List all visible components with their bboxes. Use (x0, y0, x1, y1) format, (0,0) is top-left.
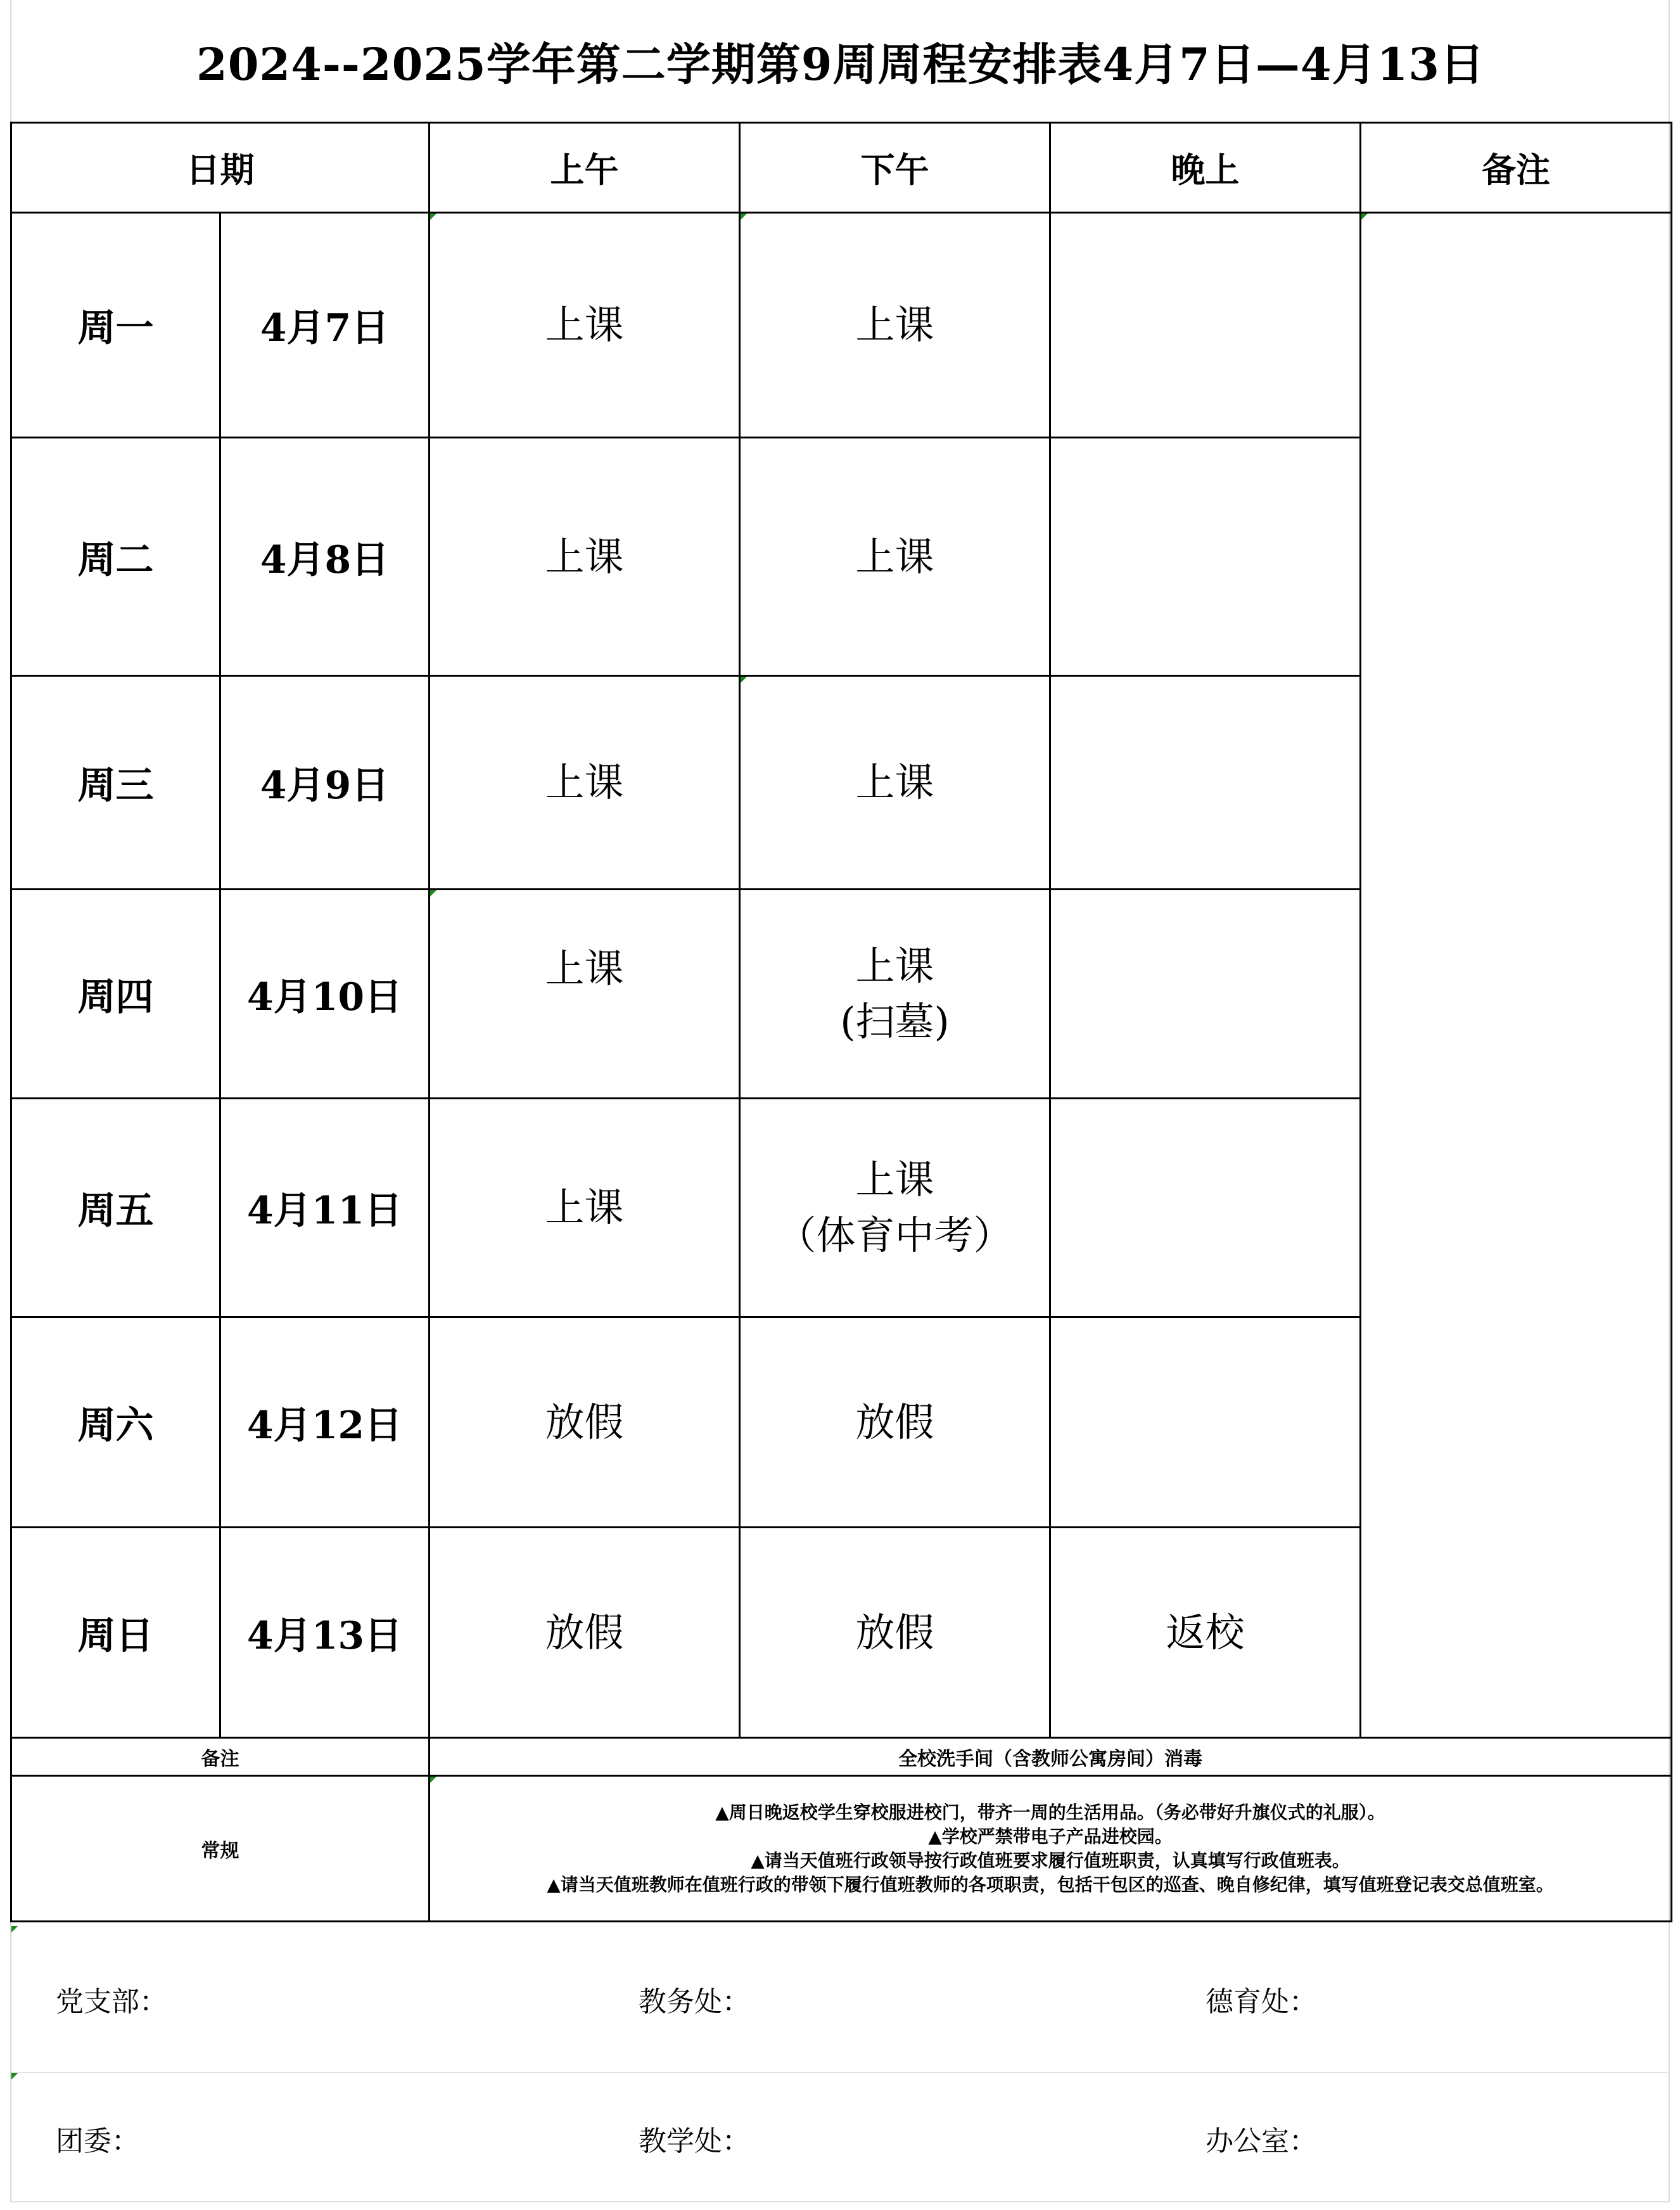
header-date: 日期 (11, 123, 430, 213)
note-row (11, 1738, 1672, 1776)
afternoon-cell (740, 1317, 1050, 1528)
afternoon-text: 放假 (855, 1609, 934, 1656)
afternoon-note: (扫墓) (840, 998, 950, 1045)
day-label: 周一 (11, 213, 220, 438)
schedule-table (10, 122, 1672, 1922)
evening-cell: 返校 (1050, 1528, 1361, 1738)
routine-item: ▲周日晚返校学生穿校服进校门，带齐一周的生活用品。（务必带好升旗仪式的礼服）。 (715, 1801, 1385, 1823)
morning-cell: 上课 (430, 676, 740, 890)
corner-mark (11, 2073, 18, 2079)
afternoon-text: 上课 (855, 533, 934, 580)
routine-list (430, 1776, 1672, 1922)
header-remarks: 备注 (1361, 123, 1672, 213)
afternoon-cell (740, 213, 1050, 438)
day-label: 周五 (11, 1099, 220, 1317)
signature-row-2 (11, 2110, 1670, 2167)
divider (11, 2072, 1670, 2073)
evening-cell (1050, 213, 1361, 438)
afternoon-text: 放假 (855, 1398, 934, 1445)
afternoon-cell (740, 890, 1050, 1099)
date-label: 4月13日 (220, 1528, 430, 1738)
evening-cell (1050, 1317, 1361, 1528)
afternoon-text: 上课 (855, 942, 934, 989)
evening-cell (1050, 676, 1361, 890)
header-morning: 上午 (430, 123, 740, 213)
day-label: 周三 (11, 676, 220, 890)
afternoon-cell (740, 1099, 1050, 1317)
routine-label: 常规 (11, 1776, 430, 1922)
date-label: 4月11日 (220, 1099, 430, 1317)
date-label: 4月8日 (220, 438, 430, 676)
routine-item: ▲请当天值班教师在值班行政的带领下履行值班教师的各项职责，包括干包区的巡查、晚自修纪律，填写值班登记表交总值班室。 (547, 1874, 1554, 1895)
note-label: 备注 (11, 1738, 430, 1776)
afternoon-text: 上课 (855, 302, 934, 348)
evening-cell (1050, 438, 1361, 676)
sign-teaching-office: 教学处： (639, 2125, 750, 2157)
remarks-column (1361, 213, 1672, 1738)
sign-party-branch: 党支部： (56, 1986, 167, 2018)
table-row (11, 213, 1672, 438)
evening-cell (1050, 1099, 1361, 1317)
sign-moral-education: 德育处： (1206, 1986, 1317, 2018)
divider (11, 2201, 1670, 2202)
day-label: 周四 (11, 890, 220, 1099)
afternoon-cell (740, 1528, 1050, 1738)
sign-academic-affairs: 教务处： (639, 1986, 750, 2018)
sign-youth-league: 团委： (56, 2125, 139, 2157)
header-evening: 晚上 (1050, 123, 1361, 213)
day-label: 周六 (11, 1317, 220, 1528)
signature-row-1 (11, 1970, 1670, 2028)
routine-row (11, 1776, 1672, 1922)
date-label: 4月10日 (220, 890, 430, 1099)
corner-mark (11, 1926, 18, 1932)
afternoon-note: （体育中考） (777, 1212, 1013, 1258)
date-label: 4月12日 (220, 1317, 430, 1528)
routine-item: ▲请当天值班行政领导按行政值班要求履行值班职责，认真填写行政值班表。 (751, 1849, 1350, 1871)
routine-item: ▲学校严禁带电子产品进校园。 (928, 1825, 1173, 1847)
afternoon-text: 上课 (855, 1156, 934, 1203)
day-label: 周日 (11, 1528, 220, 1738)
date-label: 4月9日 (220, 676, 430, 890)
date-label: 4月7日 (220, 213, 430, 438)
evening-cell (1050, 890, 1361, 1099)
morning-cell: 上课 (430, 1099, 740, 1317)
afternoon-cell (740, 438, 1050, 676)
afternoon-text: 上课 (855, 759, 934, 805)
morning-cell: 放假 (430, 1528, 740, 1738)
header-afternoon: 下午 (740, 123, 1050, 213)
morning-cell: 上课 (430, 213, 740, 438)
day-label: 周二 (11, 438, 220, 676)
sign-general-office: 办公室： (1206, 2125, 1317, 2157)
afternoon-cell (740, 676, 1050, 890)
morning-cell: 上课 (430, 890, 740, 1099)
morning-cell: 放假 (430, 1317, 740, 1528)
morning-cell: 上课 (430, 438, 740, 676)
note-text: 全校洗手间（含教师公寓房间）消毒 (430, 1738, 1672, 1776)
page-title: 2024--2025学年第二学期第9周周程安排表4月7日—4月13日 (196, 37, 1485, 91)
